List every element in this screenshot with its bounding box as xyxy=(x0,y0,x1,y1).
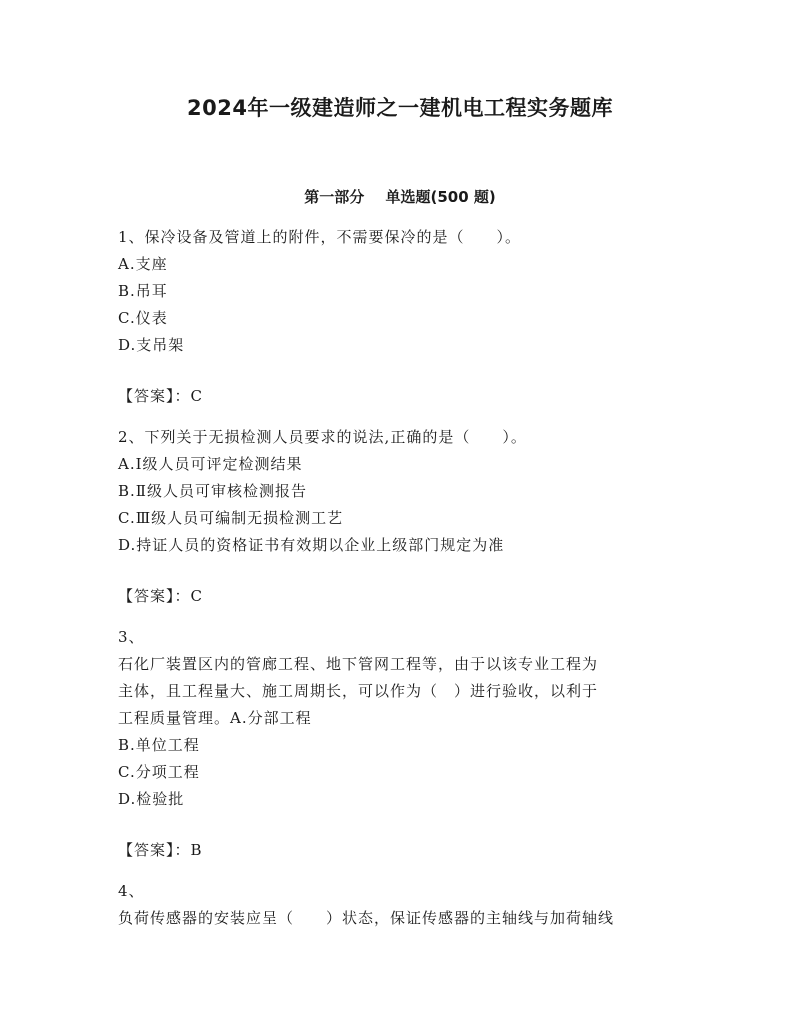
option-c: C.仪表 xyxy=(118,309,168,327)
option-d: D.持证人员的资格证书有效期以企业上级部门规定为准 xyxy=(118,536,505,554)
option-a: A.Ⅰ级人员可评定检测结果 xyxy=(118,455,303,473)
section-heading xyxy=(0,186,800,207)
option-d: D.支吊架 xyxy=(118,336,185,354)
section-name: 单选题(500 题) xyxy=(385,188,496,206)
option-b: B.吊耳 xyxy=(118,282,168,300)
question-number: 3、 xyxy=(118,628,145,646)
question-stem-line-2: 主体，且工程量大、施工周期长，可以作为（ ）进行验收，以利于 xyxy=(118,682,599,700)
question-stem: 1、保冷设备及管道上的附件，不需要保冷的是（ ）。 xyxy=(118,228,522,246)
option-b: B.单位工程 xyxy=(118,736,200,754)
option-a: A.支座 xyxy=(118,255,168,273)
option-c: C.分项工程 xyxy=(118,763,200,781)
option-b: B.Ⅱ级人员可审核检测报告 xyxy=(118,482,307,500)
question-3 xyxy=(118,624,688,878)
option-c: C.Ⅲ级人员可编制无损检测工艺 xyxy=(118,509,344,527)
question-1 xyxy=(118,224,688,424)
section-part: 第一部分 xyxy=(304,188,365,206)
question-stem: 2、下列关于无损检测人员要求的说法,正确的是（ ）。 xyxy=(118,428,527,446)
question-list xyxy=(118,224,688,932)
question-2 xyxy=(118,424,688,624)
answer-line: 【答案】：C xyxy=(118,387,203,405)
answer-line: 【答案】：B xyxy=(118,841,203,859)
question-4 xyxy=(118,878,688,932)
question-number: 4、 xyxy=(118,882,145,900)
question-stem-line-1: 负荷传感器的安装应呈（ ）状态，保证传感器的主轴线与加荷轴线 xyxy=(118,909,615,927)
answer-line: 【答案】：C xyxy=(118,587,203,605)
option-d: D.检验批 xyxy=(118,790,185,808)
question-stem-line-3: 工程质量管理。A.分部工程 xyxy=(118,709,312,727)
document-title: 2024年一级建造师之一建机电工程实务题库 xyxy=(187,96,613,120)
question-stem-line-1: 石化厂装置区内的管廊工程、地下管网工程等，由于以该专业工程为 xyxy=(118,655,599,673)
